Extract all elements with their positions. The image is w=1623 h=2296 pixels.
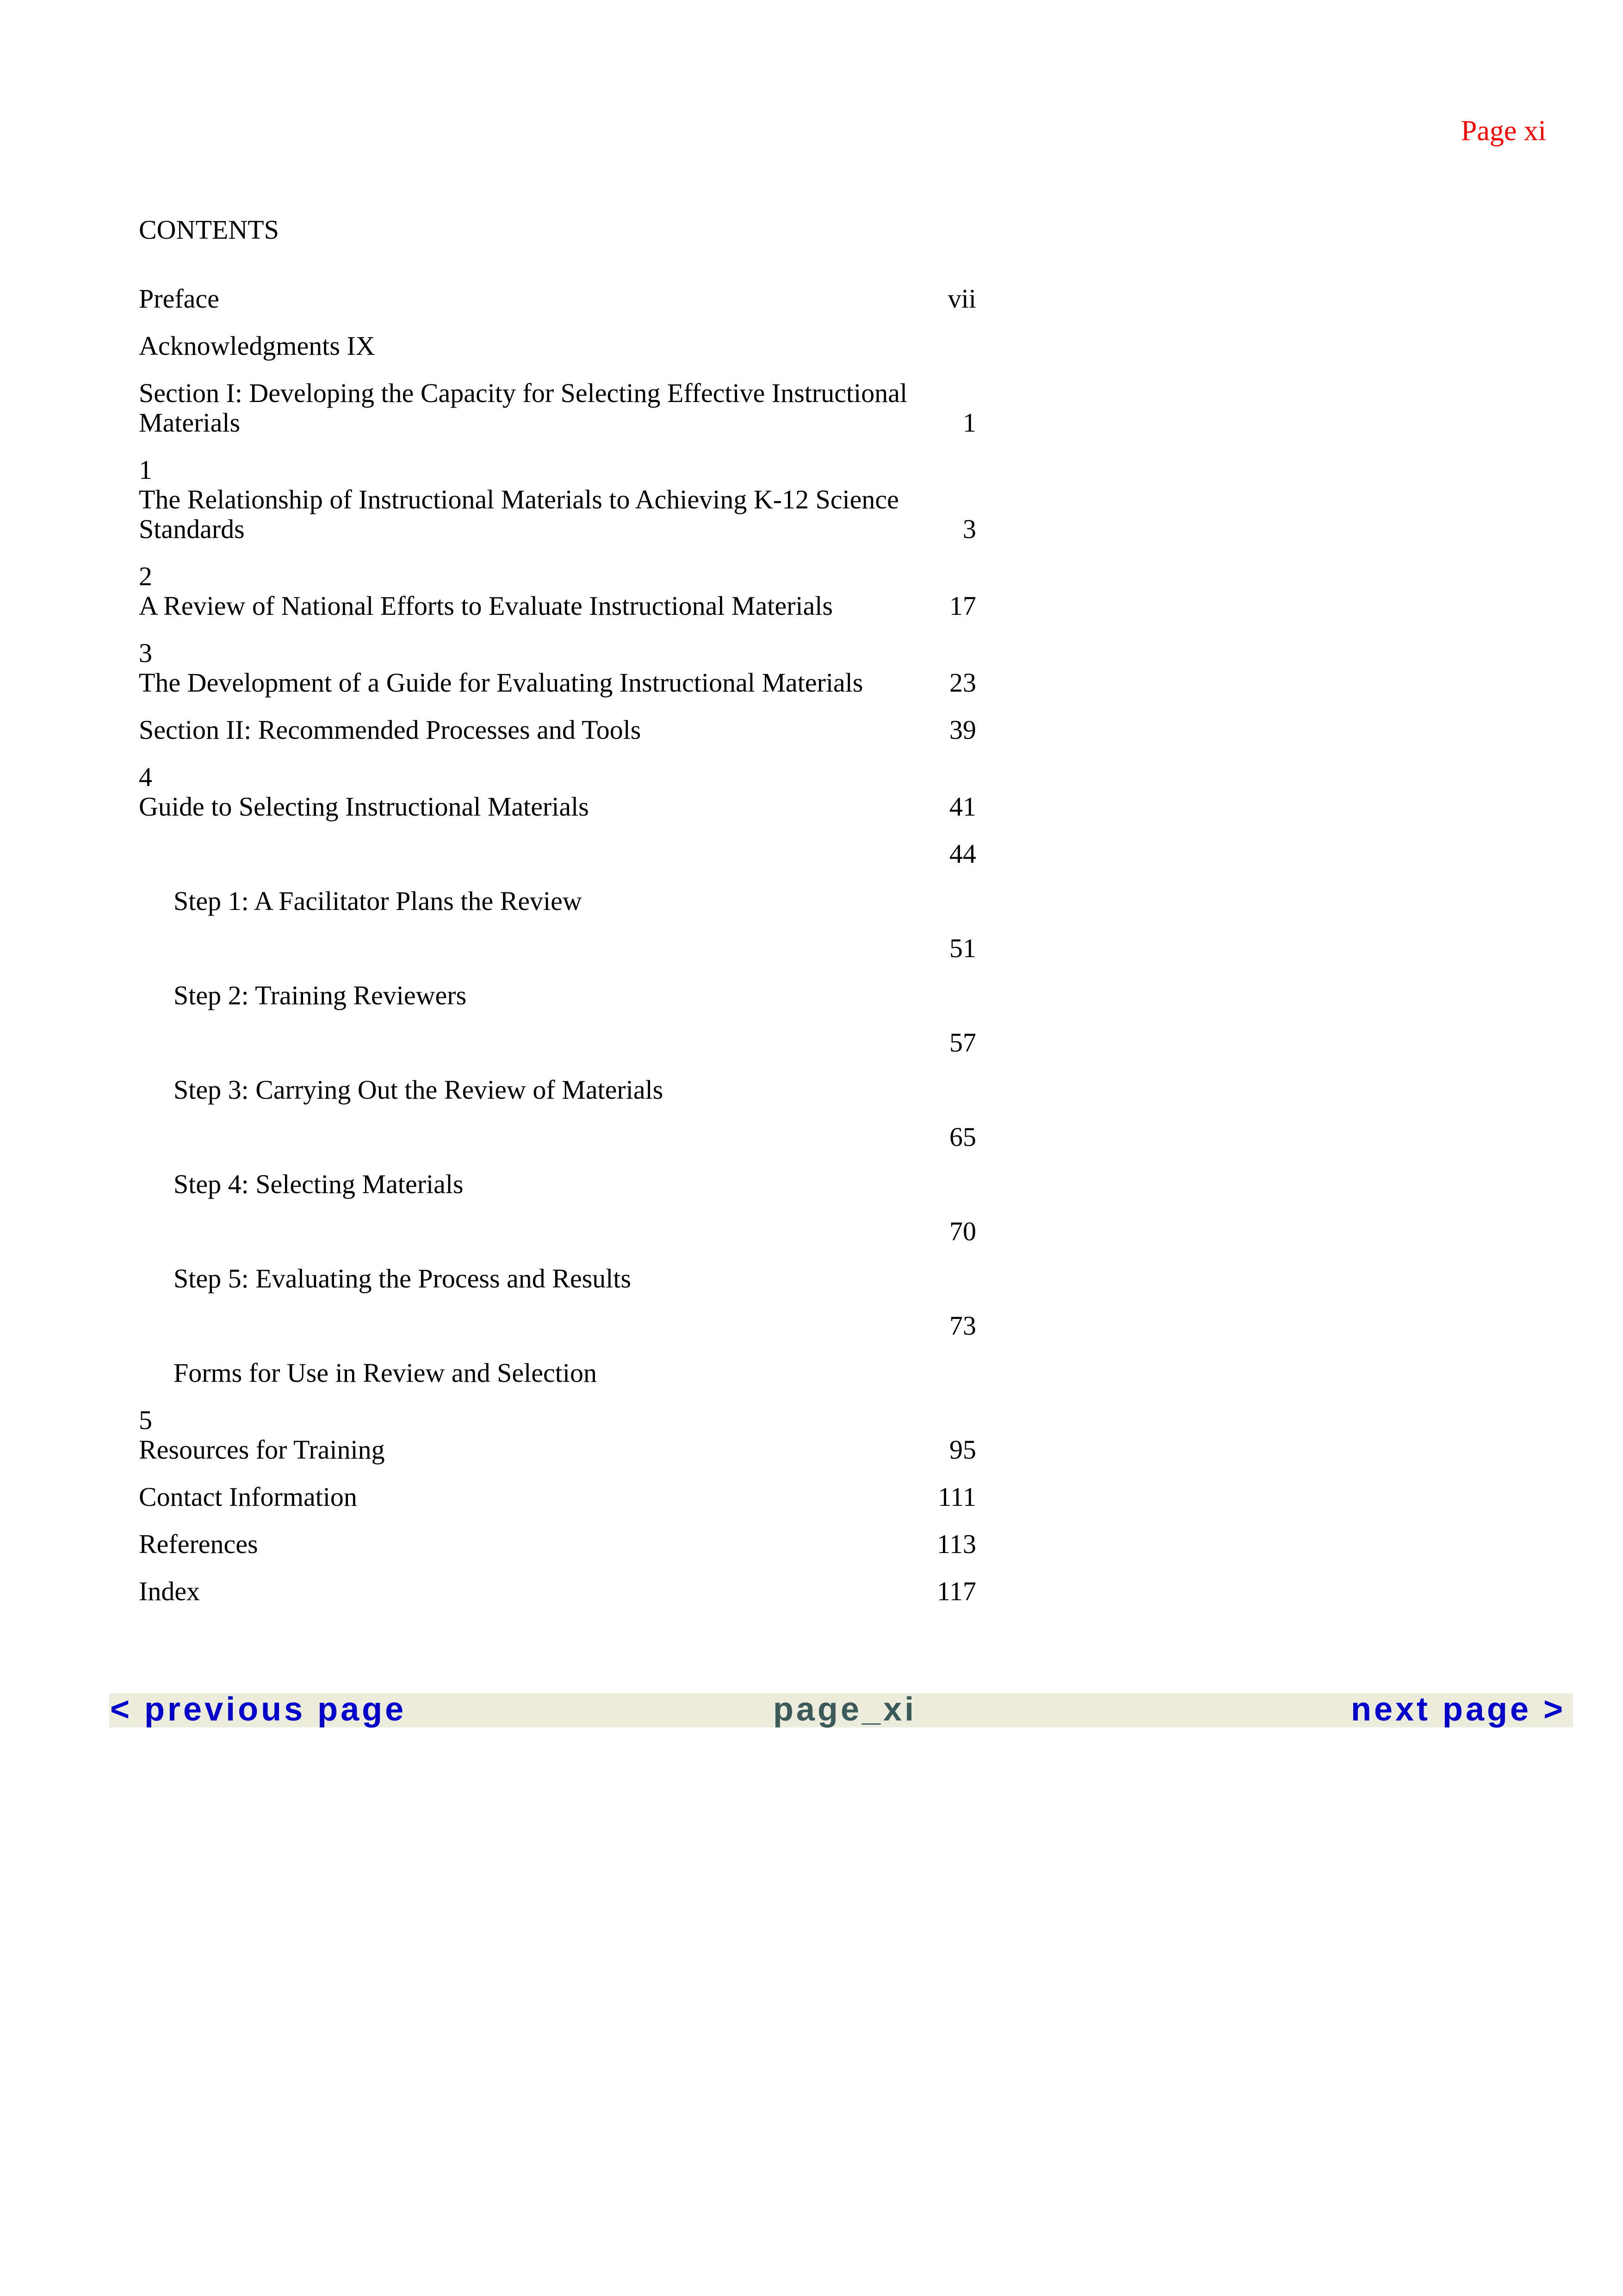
toc-entry-title: Contact Information [139,1482,357,1512]
toc-entry-page: 113 [937,1529,976,1559]
toc-entry-chapter-3[interactable] [139,638,976,698]
toc-step-2[interactable] [139,934,976,1010]
toc-entry-title: Section I: Developing the Capacity for Selecting Effective Instructional Materials [139,378,908,438]
toc-step-title: Forms for Use in Review and Selection [173,1358,597,1388]
toc-entry-title: Section II: Recommended Processes and Tools [139,715,641,745]
toc-entry-contact-information[interactable] [139,1482,976,1512]
toc-entry-page: 117 [937,1576,976,1606]
next-page-link[interactable]: next page > [1350,1691,1566,1728]
toc-entry-page: 39 [949,715,976,745]
toc-step-4[interactable] [139,1122,976,1199]
toc-entry-acknowledgments[interactable] [139,331,976,361]
toc-step-page: 65 [949,1122,976,1152]
chapter-number: 3 [139,638,152,668]
toc-entry-page: 41 [949,792,976,822]
toc-entry-title: Acknowledgments IX [139,331,375,361]
contents-heading: CONTENTS [139,215,279,245]
toc-entry-index[interactable] [139,1577,976,1606]
toc-entry-title: Preface [139,284,219,314]
toc-step-3[interactable] [139,1028,976,1105]
toc-entry-page: 111 [938,1482,976,1512]
toc-entry-page: 23 [949,668,976,698]
toc-entry-references[interactable] [139,1529,976,1559]
toc-entry-section-1[interactable] [139,378,976,438]
chapter-number: 4 [139,762,152,792]
toc-step-title: Step 4: Selecting Materials [173,1169,464,1199]
toc-entry-page: 95 [949,1435,976,1465]
toc-entry-chapter-2[interactable] [139,562,976,621]
chapter-number: 5 [139,1405,152,1435]
toc-entry-page: vii [948,284,976,314]
toc-step-page: 51 [949,933,976,963]
toc-step-title: Step 2: Training Reviewers [173,980,467,1010]
previous-page-link[interactable]: < previous page [110,1691,407,1728]
toc-step-5[interactable] [139,1217,976,1293]
chapter-number: 1 [139,455,152,485]
toc-entry-page: 3 [963,514,976,544]
toc-entry-chapter-1[interactable] [139,455,976,544]
page-navigation-bar [109,1693,1573,1727]
toc-step-page: 57 [949,1027,976,1058]
toc-entry-page: 17 [949,591,976,621]
toc-entry-title: Resources for Training [139,1435,385,1465]
toc-entry-chapter-5[interactable] [139,1405,976,1465]
chapter-number: 2 [139,561,152,591]
toc-entry-chapter-4[interactable] [139,762,976,822]
toc-step-page: 70 [949,1216,976,1246]
toc-step-page: 44 [949,839,976,869]
toc-entry-title: Guide to Selecting Instructional Materials [139,792,589,822]
toc-entry-title: References [139,1529,258,1559]
toc-step-title: Step 1: A Facilitator Plans the Review [173,886,582,916]
toc-entry-preface[interactable] [139,284,976,314]
toc-entry-page: 1 [963,408,976,438]
toc-step-title: Step 3: Carrying Out the Review of Materials [173,1075,663,1105]
toc-step-title: Step 5: Evaluating the Process and Results [173,1263,632,1293]
toc-entry-title: A Review of National Efforts to Evaluate Instructional Materials [139,591,833,621]
table-of-contents [139,215,976,1624]
toc-step-forms[interactable] [139,1311,976,1388]
toc-entry-section-2[interactable] [139,715,976,745]
toc-step-1[interactable] [139,839,976,916]
page-number-label: Page xi [1461,115,1546,147]
toc-entry-title: The Relationship of Instructional Materials to Achieving K-12 Science Standards [139,484,899,544]
current-page-label: page_xi [773,1691,917,1728]
toc-entry-title: Index [139,1576,200,1606]
toc-entry-title: The Development of a Guide for Evaluating Instructional Materials [139,668,863,698]
toc-step-page: 73 [949,1311,976,1341]
